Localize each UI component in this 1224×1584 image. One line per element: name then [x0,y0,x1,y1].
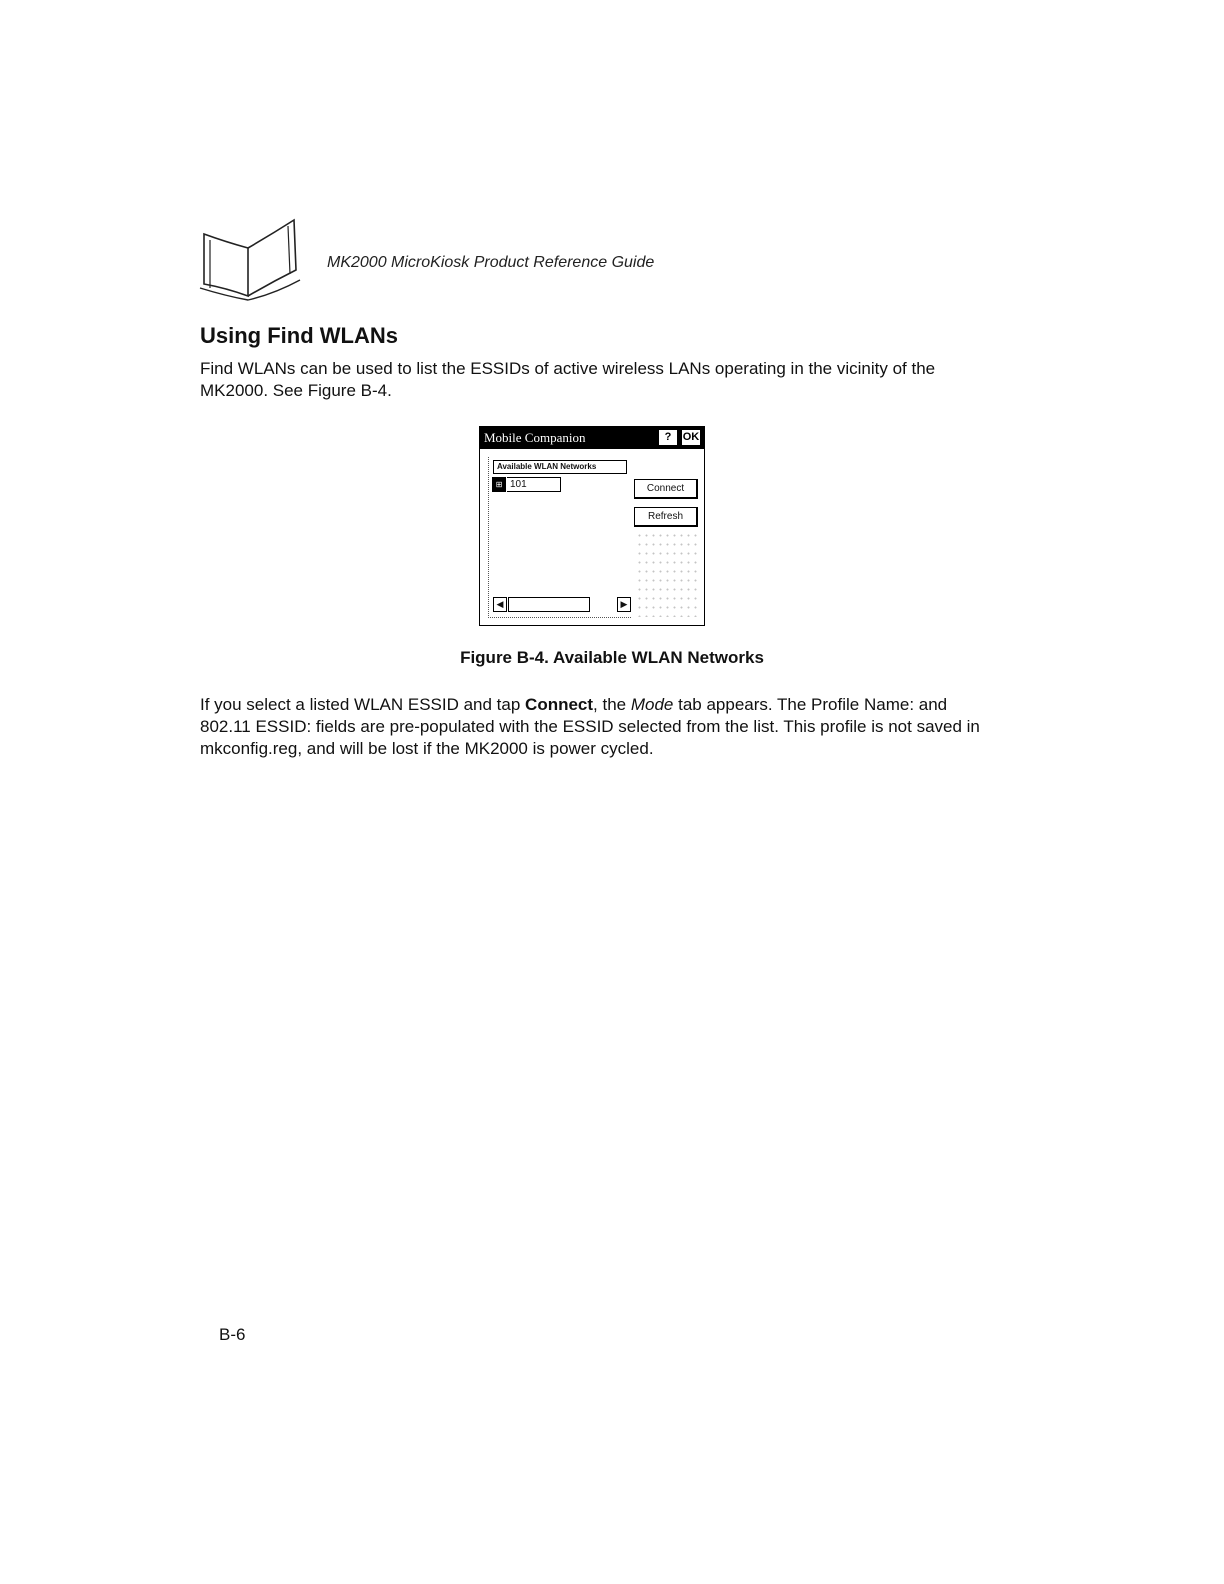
dialog-title: Mobile Companion [484,430,586,445]
scroll-thumb[interactable] [508,597,590,612]
section-heading: Using Find WLANs [200,323,398,348]
network-icon: ⊞ [492,477,506,492]
help-button[interactable]: ? [658,429,678,446]
mode-term: Mode [630,695,674,714]
list-item[interactable] [492,477,562,492]
connect-term: Connect [525,695,594,714]
horizontal-scrollbar[interactable] [493,597,633,613]
refresh-button[interactable]: Refresh [634,507,698,527]
paragraph-text: tab appears. The Profile Name: and 802.11 ESSID: fields are pre-populated with the ESSID selected from the list. This profile is not saved in mkconfig.reg, and will be lost if the MK2000 is power cycled. [200,695,980,758]
scroll-right-icon[interactable]: ▶ [617,597,631,612]
intro-paragraph: Find WLANs can be used to list the ESSIDs of active wireless LANs operating in the vicinity of the MK2000. See Figure B-4. [200,359,936,400]
ok-button[interactable]: OK [681,429,701,446]
list-item-label: 101 [507,477,561,492]
open-book-icon [196,218,306,302]
list-header: Available WLAN Networks [493,460,627,474]
dialog-title-bar [480,427,704,449]
paragraph-text: If you select a listed WLAN ESSID and tap [200,695,526,714]
mobile-companion-dialog [479,426,705,626]
figure-caption: Figure B-4. Available WLAN Networks [460,648,764,667]
paragraph-text: , the [593,695,631,714]
connect-button[interactable]: Connect [634,479,698,499]
wlan-list[interactable] [488,457,631,618]
running-header: MK2000 MicroKiosk Product Reference Guide [327,254,655,271]
connect-paragraph [200,694,1000,760]
scan-noise [636,531,698,617]
page-number: B-6 [219,1325,246,1344]
scroll-left-icon[interactable]: ◀ [493,597,507,612]
